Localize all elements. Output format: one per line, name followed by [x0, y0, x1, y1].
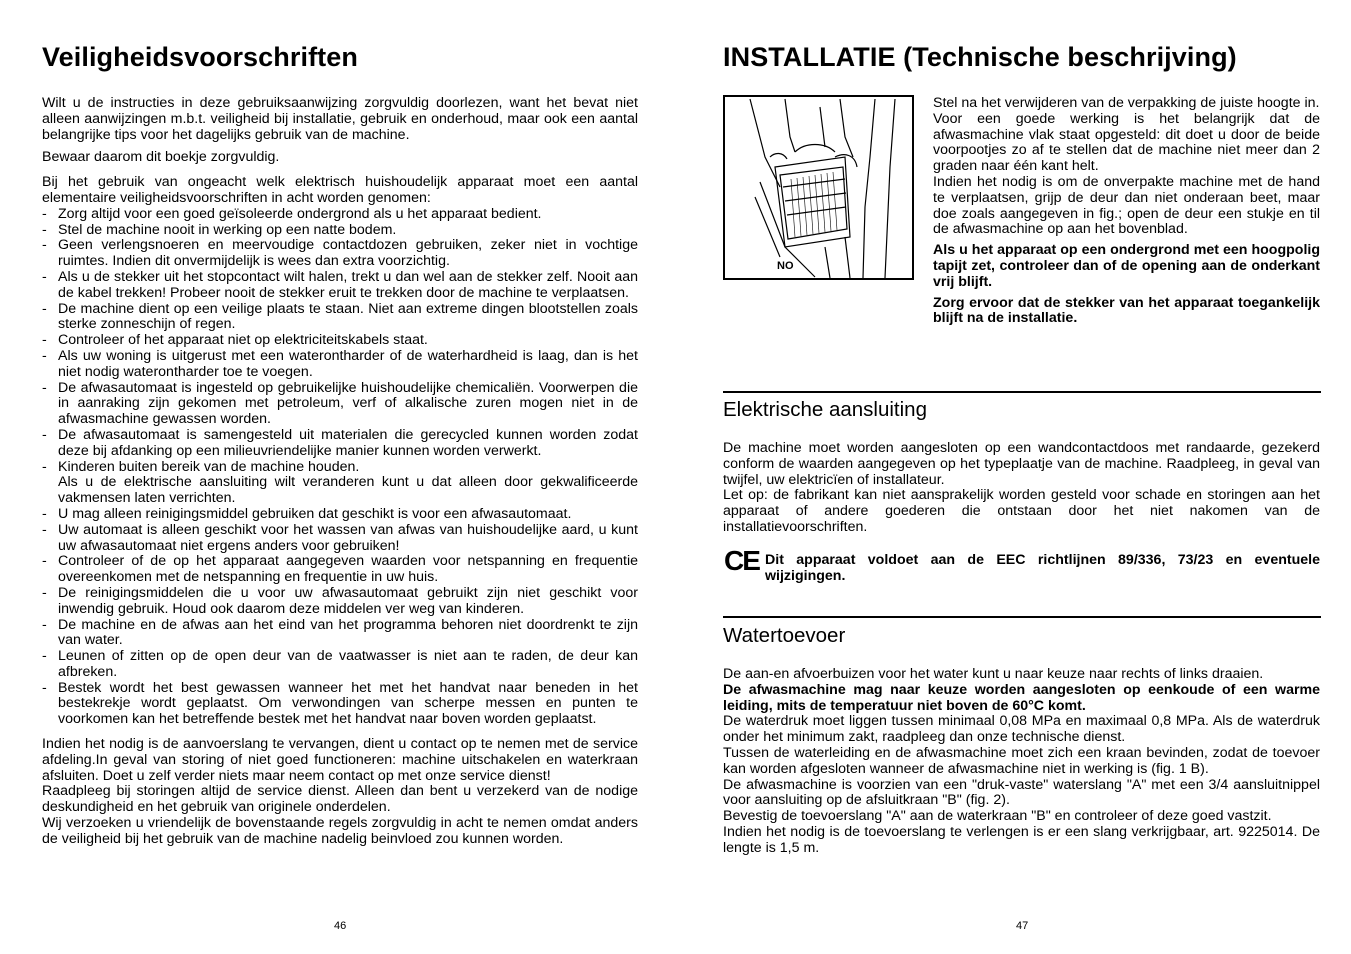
dishwasher-lift-drawing	[725, 97, 912, 278]
section-divider	[723, 391, 1321, 393]
safety-list-item: - Leunen of zitten op de open deur van de vaatwasser is niet aan te raden, de deur kan afbreken.	[42, 649, 638, 681]
safety-list-item: - De machine en de afwas aan het eind van het programma behoren niet doordrenkt te zijn van water.	[42, 618, 638, 650]
safety-list-item: - Stel de machine nooit in werking op een natte bodem.	[42, 223, 638, 239]
service-paragraph: Indien het nodig is de aanvoerslang te vervangen, dient u contact op te nemen met de service afdeling.In geval van storing of niet goed functioneren: machine uitschakelen en waterkraan afsluiten. Doet u zelf verder niets maar neem contact op met onze service dienst!	[42, 736, 638, 784]
electrical-paragraph: De machine moet worden aangesloten op een wandcontactdoos met randaarde, gezekerd conform de waarden aangegeven op het typeplaatje van de machine. Raadpleeg, in geval van twijfel, uw elektricïen of installateur. Let op: de fabrikant kan niet aansprakelijk worden gesteld voor schade en storingen aan het apparaat of andere goederen die ontstaan door het niet nakomen van de installatievoorschriften.	[723, 440, 1320, 535]
ce-compliance-note: Dit apparaat voldoet aan de EEC richtlijnen 89/336, 73/23 en eventuele wijzigingen.	[765, 552, 1320, 584]
safety-list-item: - Geen verlengsnoeren en meervoudige contactdozen gebruiken, zeker niet in vochtige ruimtes. Indien dit onvermijdelijk is wees dan extra voorzichtig.	[42, 238, 638, 270]
water-pipes-paragraph: De aan-en afvoerbuizen voor het water kunt u naar keuze naar rechts of links draaien.	[723, 666, 1264, 682]
safety-body	[42, 96, 638, 848]
safety-list-item: - Kinderen buiten bereik van de machine houden. Als u de elektrische aansluiting wilt veranderen kunt u dat alleen door gekwalificeerde vakmensen laten verrichten.	[42, 460, 638, 507]
keep-booklet-note: Bewaar daarom dit boekje zorgvuldig.	[42, 149, 280, 166]
service-advice: Raadpleeg bij storingen altijd de service dienst. Alleen dan bent u verzekerd van de nodige deskundigheid en het gebruik van originele onderdelen.	[42, 783, 638, 816]
ce-mark-icon: CE	[724, 545, 759, 576]
section-divider	[723, 616, 1321, 618]
safety-list-item: - Bestek wordt het best gewassen wanneer het met het handvat naar beneden in het bestekrekje wordt geplaatst. Om verwondingen van scherpe messen en punten te voorkomen kan het betreffende bestek met het handvat naar boven worden geplaatst.	[42, 681, 638, 728]
safety-intro: Bij het gebruik van ongeacht welk elektrisch huishoudelijk apparaat moet een aantal elementaire veiligheidsvoorschriften in acht worden genomen:	[42, 174, 638, 206]
install-paragraph: Stel na het verwijderen van de verpakking de juiste hoogte in. Voor een goede werking is het belangrijk dat de afwasmachine vlak staat opgesteld: dit doet u door de beide voorpootjes zo af te stellen dat de machine niet meer dan 2 graden naar één kant helt. Indien het nodig is om de onverpakte machine met de hand te verplaatsen, grijp de deur dan niet onderaan beet, maar doe zoals aangegeven in fig.; open de deur een stukje en til de afwasmachine op aan het bovenblad.	[933, 95, 1320, 238]
safety-list-item: - De afwasautomaat is samengesteld uit materialen die gerecycled kunnen worden zodat deze bij afdanking op een milieuvriendelijke manier kunnen worden verwerkt.	[42, 428, 638, 460]
safety-list-item: - De machine dient op een veilige plaats te staan. Niet aan extreme dingen blootstellen zoals sterke zonneschijn of regen.	[42, 302, 638, 334]
safety-list-item: - Uw automaat is alleen geschikt voor het wassen van afwas van huishoudelijke aard, u kunt uw afwasautomaat niet ergens anders voor gebruiken!	[42, 523, 638, 555]
plug-warning: Zorg ervoor dat de stekker van het apparaat toegankelijk blijft na de installatie.	[933, 294, 1320, 327]
safety-list-item: - De afwasautomaat is ingesteld op gebruikelijke huishoudelijke chemicaliën. Voorwerpen die in aanraking zijn gekomen met petroleum, verf of alkalische zuren mogen niet in de afwasmachine gewassen worden.	[42, 381, 638, 428]
closing-request: Wij verzoeken u vriendelijk de bovenstaande regels zorgvuldig in acht te nemen omdat anders de veiligheid bij het gebruik van de machine nadelig beinvloed zou kunnen worden.	[42, 815, 638, 847]
carpet-warning: Als u het apparaat op een ondergrond met een hoogpolig tapijt zet, controleer dan of de opening aan de onderkant vrij blijft.	[933, 242, 1320, 290]
electrical-heading: Elektrische aansluiting	[723, 398, 927, 421]
water-pressure-paragraph: De waterdruk moet liggen tussen minimaal 0,08 MPa en maximaal 0,8 MPa. Als de waterdruk onder het minimum zakt, raadpleeg dan onze technische dienst. Tussen de waterleiding en de afwasmachine moet zich een kraan bevinden, zodat de toevoer kan worden afgesloten wanneer de afwasmachine niet in werking is (fig. 1 B). De afwasmachine is voorzien van een "druk-vaste" waterslang "A" met een 3/4 aansluitnippel voor aansluiting op de afsluitkraan "B" (fig. 2). Bevestig de toevoerslang "A" aan de waterkraan "B" en controleer of deze goed vastzit. Indien het nodig is de toevoerslang te verlengen is er een slang verkrijgbaar, art. 9225014. De lengte is 1,5 m.	[723, 713, 1320, 856]
safety-list-item: - Controleer of de op het apparaat aangegeven waarden voor netspanning en frequentie overeenkomen met de netspanning en frequentie in uw huis.	[42, 554, 638, 586]
page-number-left: 46	[334, 920, 347, 932]
page-title: Veiligheidsvoorschriften	[42, 42, 358, 72]
water-text-block	[723, 667, 1320, 857]
safety-list	[42, 207, 638, 728]
safety-list-item: - U mag alleen reinigingsmiddel gebruiken dat geschikt is voor een afwasautomaat.	[42, 507, 638, 523]
safety-list-item: - Als uw woning is uitgerust met een waterontharder of de waterhardheid is laag, dan is het niet nodig waterontharder toe te voegen.	[42, 349, 638, 381]
intro-paragraph: Wilt u de instructies in deze gebruiksaanwijzing zorgvuldig doorlezen, want het bevat niet alleen aanwijzingen m.b.t. veiligheid bij installatie, gebruik en onderhoud, maar ook een aantal belangrijke tips voor het dagelijks gebruik van de machine.	[42, 95, 638, 143]
safety-list-item: - Controleer of het apparaat niet op elektriciteitskabels staat.	[42, 333, 638, 349]
water-temperature-note: De afwasmachine mag naar keuze worden aangesloten op eenkoude of een warme leiding, mits de temperatuur niet boven de 60°C komt.	[723, 681, 1320, 714]
safety-list-item: - Als u de stekker uit het stopcontact wilt halen, trekt u dan wel aan de stekker zelf. Nooit aan de kabel trekken! Probeer nooit de stekker eruit te trekken door de machine te verplaatsen.	[42, 270, 638, 302]
water-heading: Watertoevoer	[723, 624, 846, 647]
page-number-right: 47	[1016, 920, 1029, 932]
install-text-block	[933, 96, 1320, 327]
dishwasher-lift-illustration	[723, 95, 914, 280]
safety-list-item: - Zorg altijd voor een goed geïsoleerde ondergrond als u het apparaat bedient.	[42, 207, 638, 223]
figure-label: NO	[777, 260, 794, 272]
safety-list-item: - De reinigingsmiddelen die u voor uw afwasautomaat gebruikt zijn niet geschikt voor inwendig gebruik. Houd ook daarom deze middelen ver weg van kinderen.	[42, 586, 638, 618]
page-title: INSTALLATIE (Technische beschrijving)	[723, 42, 1237, 72]
